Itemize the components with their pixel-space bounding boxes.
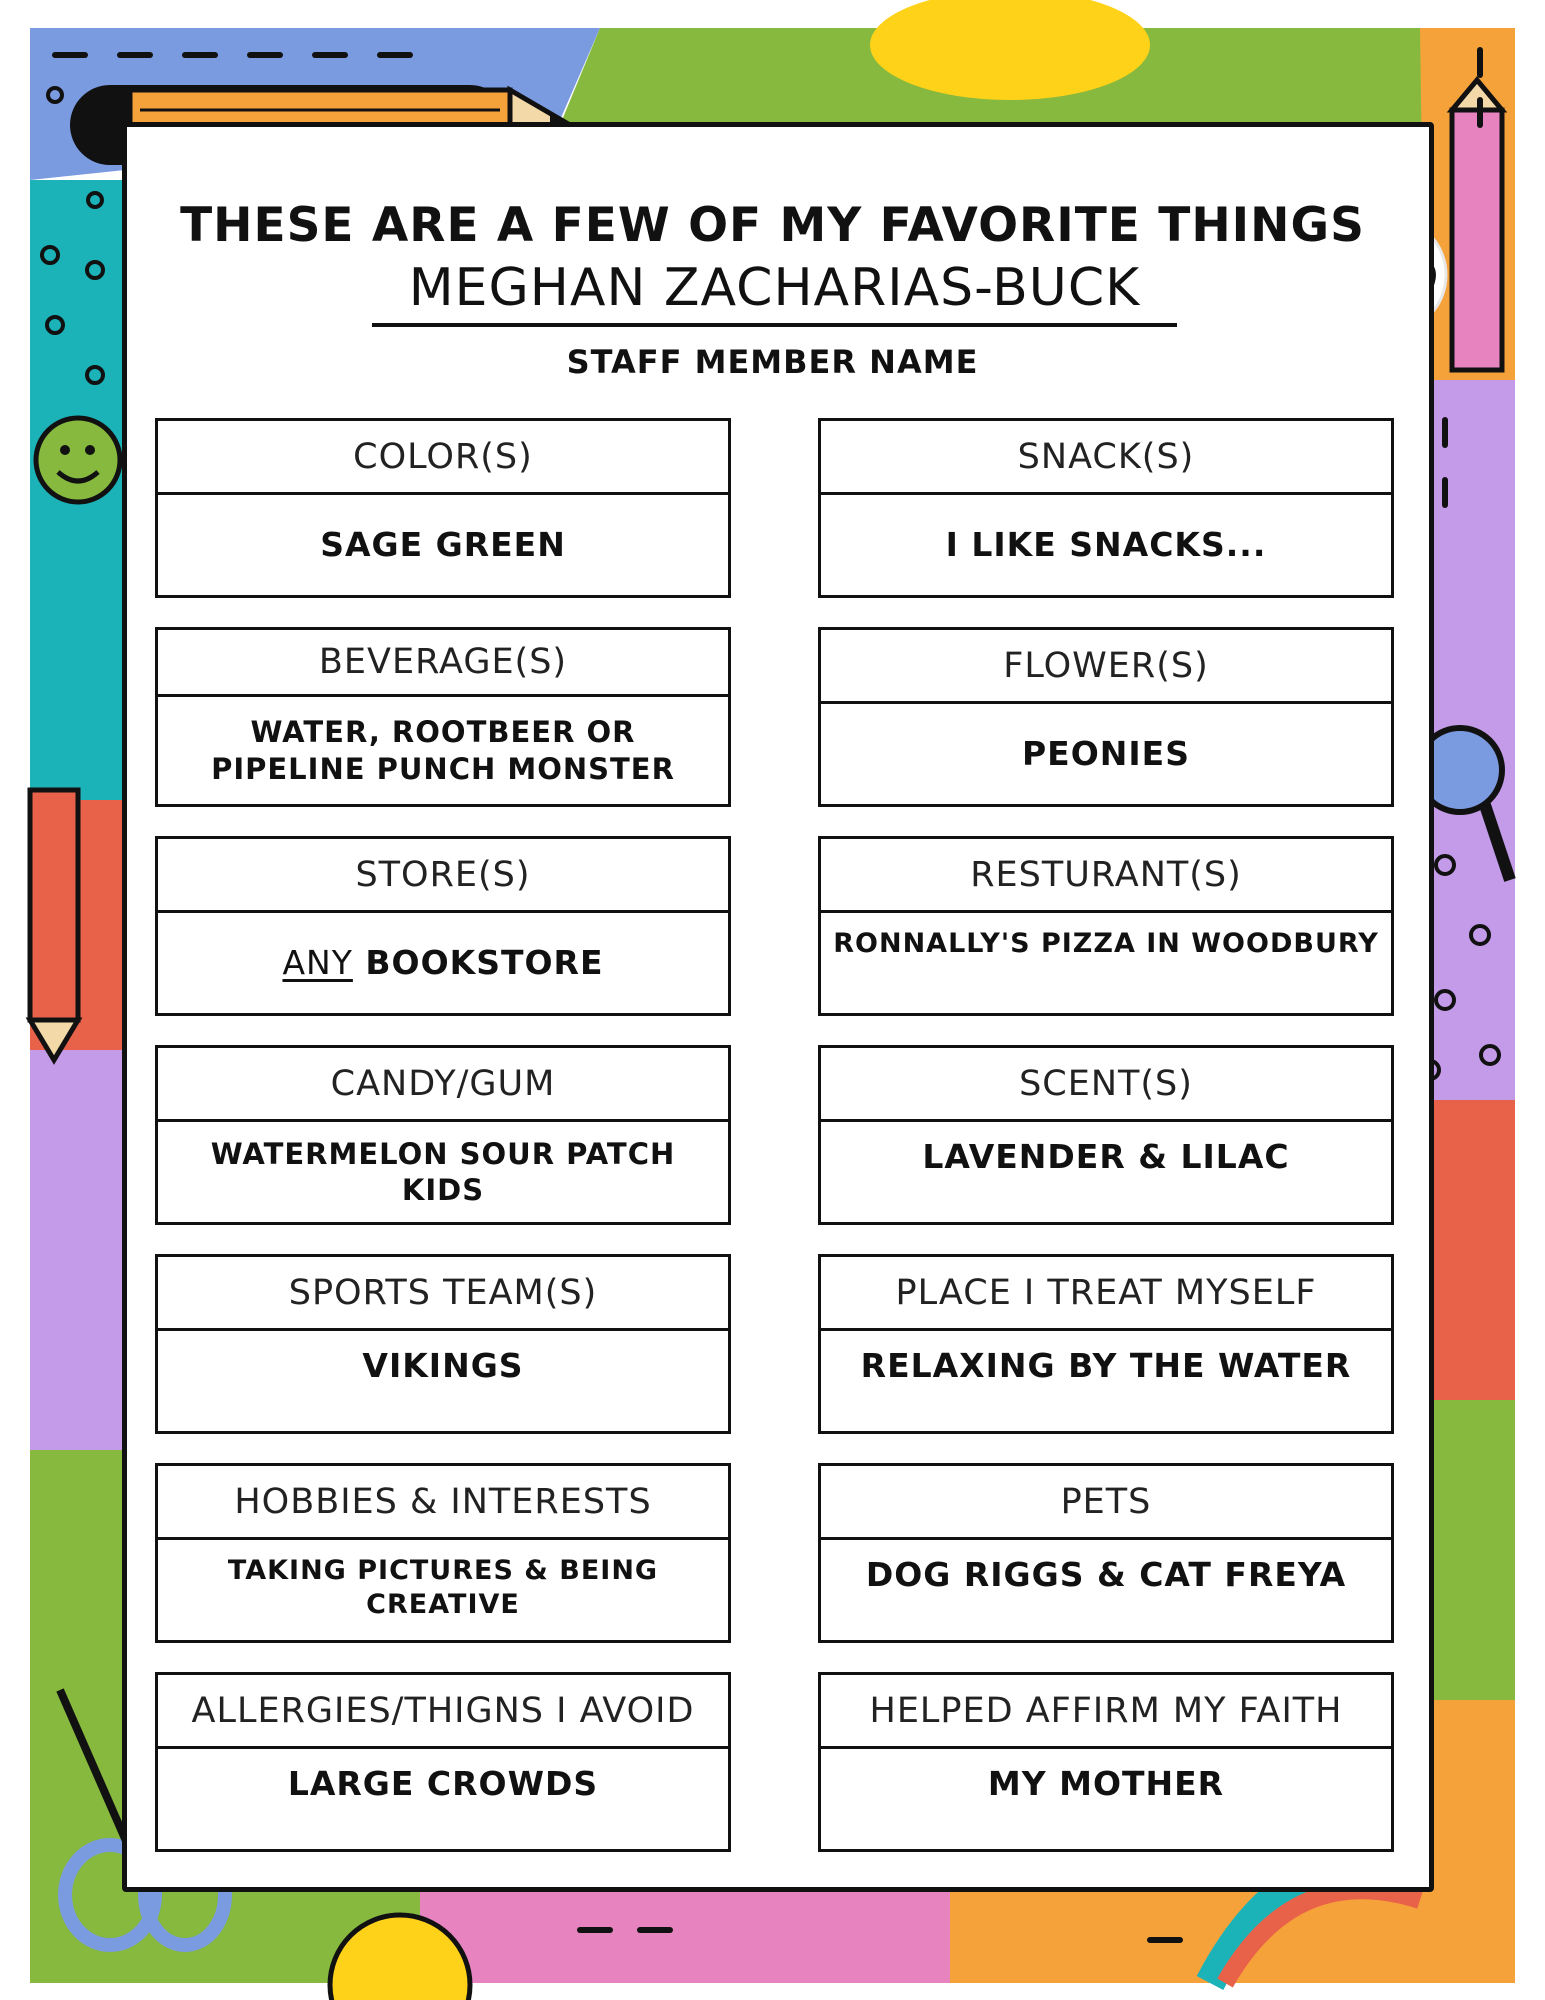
field-label: CANDY/GUM bbox=[158, 1048, 728, 1122]
field-value: WATERMELON SOUR PATCH KIDS bbox=[210, 1137, 676, 1208]
field-label: COLOR(S) bbox=[158, 421, 728, 495]
faith-box bbox=[818, 1672, 1394, 1852]
field-label: HELPED AFFIRM MY FAITH bbox=[821, 1675, 1391, 1749]
field-label: PETS bbox=[821, 1466, 1391, 1540]
allergies-box bbox=[155, 1672, 731, 1852]
field-label: HOBBIES & INTERESTS bbox=[158, 1466, 728, 1540]
field-value: RONNALLY'S PIZZA IN WOODBURY bbox=[833, 928, 1379, 959]
name-underline bbox=[372, 323, 1177, 327]
field-label: SPORTS TEAM(S) bbox=[158, 1257, 728, 1331]
field-value: PEONIES bbox=[1022, 734, 1190, 774]
favorite-beverage-box bbox=[155, 627, 731, 807]
favorite-candy-box bbox=[155, 1045, 731, 1225]
pets-box bbox=[818, 1463, 1394, 1643]
favorite-scent-box bbox=[818, 1045, 1394, 1225]
field-label: STORE(S) bbox=[158, 839, 728, 913]
field-label: SNACK(S) bbox=[821, 421, 1391, 495]
favorite-store-box bbox=[155, 836, 731, 1016]
field-value: WATER, ROOTBEER OR PIPELINE PUNCH MONSTER bbox=[211, 715, 675, 786]
favorite-snack-box bbox=[818, 418, 1394, 598]
field-label: SCENT(S) bbox=[821, 1048, 1391, 1122]
field-value bbox=[158, 913, 728, 1013]
favorite-sports-team-box bbox=[155, 1254, 731, 1434]
field-label: RESTURANT(S) bbox=[821, 839, 1391, 913]
value-emphasis: ANY bbox=[282, 943, 353, 983]
field-value: MY MOTHER bbox=[987, 1764, 1225, 1803]
page-title: THESE ARE A FEW OF MY FAVORITE THINGS bbox=[180, 198, 1365, 253]
field-label: ALLERGIES/THIGNS I AVOID bbox=[158, 1675, 728, 1749]
favorite-color-box bbox=[155, 418, 731, 598]
field-value: TAKING PICTURES & BEING CREATIVE bbox=[227, 1555, 659, 1620]
field-value: I LIKE SNACKS... bbox=[945, 525, 1267, 565]
hobbies-interests-box bbox=[155, 1463, 731, 1643]
field-value: LAVENDER & LILAC bbox=[922, 1137, 1290, 1176]
field-value: LARGE CROWDS bbox=[287, 1764, 599, 1803]
field-value: VIKINGS bbox=[362, 1346, 524, 1385]
value-text: BOOKSTORE bbox=[365, 943, 604, 983]
favorite-restaurant-box bbox=[818, 836, 1394, 1016]
field-label: BEVERAGE(S) bbox=[158, 630, 728, 697]
staff-name: MEGHAN ZACHARIAS-BUCK bbox=[408, 258, 1141, 318]
staff-name-caption: STAFF MEMBER NAME bbox=[566, 343, 979, 381]
field-value: DOG RIGGS & CAT FREYA bbox=[865, 1555, 1347, 1594]
field-value: RELAXING BY THE WATER bbox=[860, 1346, 1352, 1385]
treat-myself-box bbox=[818, 1254, 1394, 1434]
field-value: SAGE GREEN bbox=[320, 525, 566, 565]
favorite-flower-box bbox=[818, 627, 1394, 807]
field-label: FLOWER(S) bbox=[821, 630, 1391, 704]
field-label: PLACE I TREAT MYSELF bbox=[821, 1257, 1391, 1331]
